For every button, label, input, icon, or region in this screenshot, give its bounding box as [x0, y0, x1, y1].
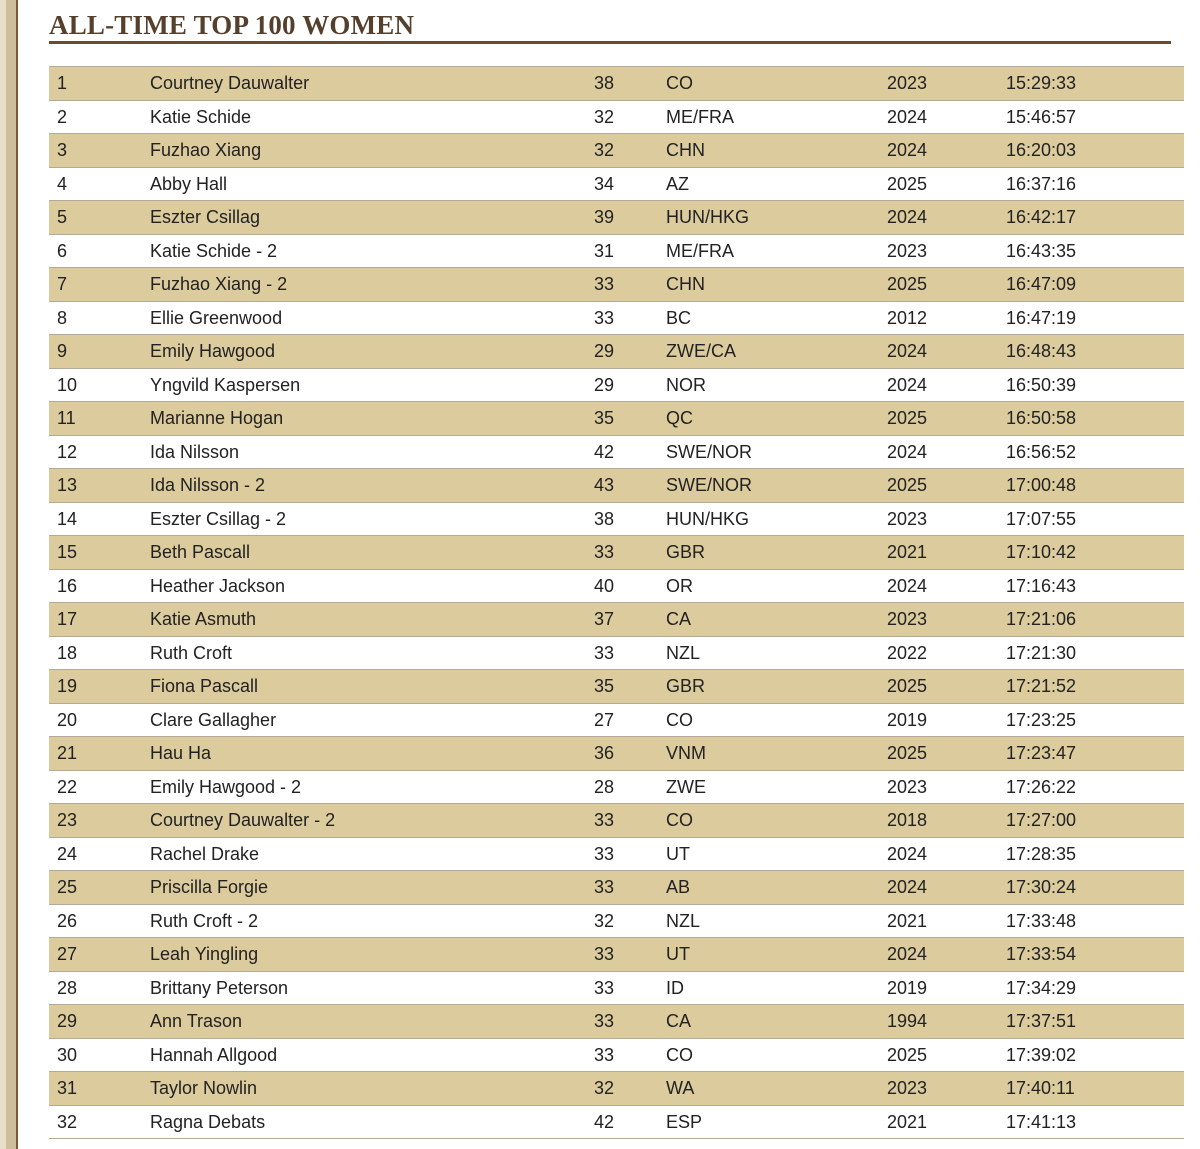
age-cell: 32 — [594, 1072, 666, 1106]
table-row — [49, 636, 1184, 670]
finish-time-cell: 17:40:11 — [1006, 1072, 1184, 1106]
location-cell: CO — [666, 67, 887, 101]
title-divider — [49, 41, 1171, 44]
runner-name-cell: Ruth Croft — [150, 636, 594, 670]
runner-name-cell: Katie Schide - 2 — [150, 234, 594, 268]
finish-time-cell: 17:00:48 — [1006, 469, 1184, 503]
location-cell: NOR — [666, 368, 887, 402]
rank-cell: 19 — [49, 670, 150, 704]
table-row — [49, 737, 1184, 771]
year-cell: 2021 — [887, 1105, 1006, 1139]
table-row — [49, 502, 1184, 536]
age-cell: 43 — [594, 469, 666, 503]
rank-cell: 30 — [49, 1038, 150, 1072]
table-row — [49, 569, 1184, 603]
finish-time-cell: 17:33:48 — [1006, 904, 1184, 938]
age-cell: 35 — [594, 670, 666, 704]
table-row — [49, 268, 1184, 302]
finish-time-cell: 17:26:22 — [1006, 770, 1184, 804]
rank-cell: 14 — [49, 502, 150, 536]
table-row — [49, 234, 1184, 268]
finish-time-cell: 17:10:42 — [1006, 536, 1184, 570]
age-cell: 35 — [594, 402, 666, 436]
age-cell: 31 — [594, 234, 666, 268]
runner-name-cell: Ann Trason — [150, 1005, 594, 1039]
rank-cell: 22 — [49, 770, 150, 804]
page-left-border — [0, 0, 18, 1149]
runner-name-cell: Heather Jackson — [150, 569, 594, 603]
finish-time-cell: 17:27:00 — [1006, 804, 1184, 838]
table-row — [49, 335, 1184, 369]
year-cell: 2025 — [887, 402, 1006, 436]
location-cell: ME/FRA — [666, 100, 887, 134]
age-cell: 39 — [594, 201, 666, 235]
year-cell: 2021 — [887, 536, 1006, 570]
runner-name-cell: Courtney Dauwalter - 2 — [150, 804, 594, 838]
finish-time-cell: 16:42:17 — [1006, 201, 1184, 235]
year-cell: 2024 — [887, 134, 1006, 168]
location-cell: UT — [666, 938, 887, 972]
runner-name-cell: Abby Hall — [150, 167, 594, 201]
table-row — [49, 100, 1184, 134]
rank-cell: 27 — [49, 938, 150, 972]
runner-name-cell: Hau Ha — [150, 737, 594, 771]
year-cell: 2024 — [887, 201, 1006, 235]
rank-cell: 15 — [49, 536, 150, 570]
rank-cell: 31 — [49, 1072, 150, 1106]
age-cell: 33 — [594, 301, 666, 335]
rank-cell: 12 — [49, 435, 150, 469]
rank-cell: 26 — [49, 904, 150, 938]
rank-cell: 3 — [49, 134, 150, 168]
year-cell: 2019 — [887, 971, 1006, 1005]
year-cell: 2024 — [887, 938, 1006, 972]
table-row — [49, 435, 1184, 469]
table-row — [49, 703, 1184, 737]
runner-name-cell: Emily Hawgood - 2 — [150, 770, 594, 804]
rank-cell: 25 — [49, 871, 150, 905]
table-row — [49, 670, 1184, 704]
finish-time-cell: 16:47:09 — [1006, 268, 1184, 302]
runner-name-cell: Ragna Debats — [150, 1105, 594, 1139]
finish-time-cell: 16:48:43 — [1006, 335, 1184, 369]
table-row — [49, 1072, 1184, 1106]
runner-name-cell: Fiona Pascall — [150, 670, 594, 704]
finish-time-cell: 15:46:57 — [1006, 100, 1184, 134]
location-cell: QC — [666, 402, 887, 436]
age-cell: 33 — [594, 938, 666, 972]
table-row — [49, 301, 1184, 335]
finish-time-cell: 17:33:54 — [1006, 938, 1184, 972]
age-cell: 42 — [594, 435, 666, 469]
location-cell: VNM — [666, 737, 887, 771]
rank-cell: 28 — [49, 971, 150, 1005]
finish-time-cell: 15:29:33 — [1006, 67, 1184, 101]
table-row — [49, 469, 1184, 503]
finish-time-cell: 17:21:30 — [1006, 636, 1184, 670]
year-cell: 2018 — [887, 804, 1006, 838]
location-cell: OR — [666, 569, 887, 603]
age-cell: 27 — [594, 703, 666, 737]
age-cell: 33 — [594, 268, 666, 302]
location-cell: CO — [666, 1038, 887, 1072]
finish-time-cell: 17:23:47 — [1006, 737, 1184, 771]
rank-cell: 5 — [49, 201, 150, 235]
results-table-body — [49, 67, 1184, 1139]
finish-time-cell: 16:37:16 — [1006, 167, 1184, 201]
location-cell: ID — [666, 971, 887, 1005]
table-row — [49, 871, 1184, 905]
finish-time-cell: 16:56:52 — [1006, 435, 1184, 469]
runner-name-cell: Ruth Croft - 2 — [150, 904, 594, 938]
year-cell: 2025 — [887, 737, 1006, 771]
finish-time-cell: 16:50:39 — [1006, 368, 1184, 402]
finish-time-cell: 17:23:25 — [1006, 703, 1184, 737]
finish-time-cell: 17:39:02 — [1006, 1038, 1184, 1072]
runner-name-cell: Rachel Drake — [150, 837, 594, 871]
finish-time-cell: 17:41:13 — [1006, 1105, 1184, 1139]
runner-name-cell: Marianne Hogan — [150, 402, 594, 436]
year-cell: 2025 — [887, 167, 1006, 201]
location-cell: NZL — [666, 904, 887, 938]
finish-time-cell: 17:30:24 — [1006, 871, 1184, 905]
runner-name-cell: Ida Nilsson - 2 — [150, 469, 594, 503]
runner-name-cell: Hannah Allgood — [150, 1038, 594, 1072]
year-cell: 2023 — [887, 770, 1006, 804]
rank-cell: 9 — [49, 335, 150, 369]
main-content — [49, 0, 1184, 1132]
runner-name-cell: Eszter Csillag — [150, 201, 594, 235]
rank-cell: 11 — [49, 402, 150, 436]
finish-time-cell: 16:50:58 — [1006, 402, 1184, 436]
age-cell: 33 — [594, 1005, 666, 1039]
age-cell: 32 — [594, 904, 666, 938]
rank-cell: 16 — [49, 569, 150, 603]
location-cell: CO — [666, 703, 887, 737]
age-cell: 28 — [594, 770, 666, 804]
runner-name-cell: Katie Schide — [150, 100, 594, 134]
finish-time-cell: 17:16:43 — [1006, 569, 1184, 603]
page-title: ALL-TIME TOP 100 WOMEN — [49, 10, 415, 40]
location-cell: AB — [666, 871, 887, 905]
age-cell: 33 — [594, 871, 666, 905]
location-cell: WA — [666, 1072, 887, 1106]
table-row — [49, 971, 1184, 1005]
runner-name-cell: Yngvild Kaspersen — [150, 368, 594, 402]
table-row — [49, 770, 1184, 804]
table-row — [49, 904, 1184, 938]
rank-cell: 29 — [49, 1005, 150, 1039]
location-cell: CA — [666, 1005, 887, 1039]
age-cell: 32 — [594, 100, 666, 134]
age-cell: 36 — [594, 737, 666, 771]
finish-time-cell: 16:47:19 — [1006, 301, 1184, 335]
finish-time-cell: 16:20:03 — [1006, 134, 1184, 168]
runner-name-cell: Courtney Dauwalter — [150, 67, 594, 101]
age-cell: 38 — [594, 502, 666, 536]
table-row — [49, 167, 1184, 201]
age-cell: 40 — [594, 569, 666, 603]
location-cell: SWE/NOR — [666, 469, 887, 503]
results-table — [49, 66, 1184, 1139]
location-cell: SWE/NOR — [666, 435, 887, 469]
location-cell: ZWE — [666, 770, 887, 804]
rank-cell: 8 — [49, 301, 150, 335]
rank-cell: 6 — [49, 234, 150, 268]
age-cell: 32 — [594, 134, 666, 168]
rank-cell: 4 — [49, 167, 150, 201]
location-cell: UT — [666, 837, 887, 871]
table-row — [49, 536, 1184, 570]
age-cell: 33 — [594, 804, 666, 838]
runner-name-cell: Taylor Nowlin — [150, 1072, 594, 1106]
runner-name-cell: Ellie Greenwood — [150, 301, 594, 335]
age-cell: 33 — [594, 971, 666, 1005]
rank-cell: 17 — [49, 603, 150, 637]
runner-name-cell: Leah Yingling — [150, 938, 594, 972]
year-cell: 2023 — [887, 502, 1006, 536]
year-cell: 2024 — [887, 837, 1006, 871]
location-cell: NZL — [666, 636, 887, 670]
year-cell: 2019 — [887, 703, 1006, 737]
runner-name-cell: Fuzhao Xiang — [150, 134, 594, 168]
runner-name-cell: Eszter Csillag - 2 — [150, 502, 594, 536]
location-cell: GBR — [666, 670, 887, 704]
year-cell: 2023 — [887, 603, 1006, 637]
age-cell: 34 — [594, 167, 666, 201]
year-cell: 2025 — [887, 469, 1006, 503]
table-row — [49, 603, 1184, 637]
age-cell: 38 — [594, 67, 666, 101]
age-cell: 42 — [594, 1105, 666, 1139]
year-cell: 2023 — [887, 67, 1006, 101]
location-cell: CHN — [666, 268, 887, 302]
year-cell: 2024 — [887, 435, 1006, 469]
location-cell: CO — [666, 804, 887, 838]
rank-cell: 32 — [49, 1105, 150, 1139]
age-cell: 33 — [594, 536, 666, 570]
runner-name-cell: Brittany Peterson — [150, 971, 594, 1005]
rank-cell: 1 — [49, 67, 150, 101]
year-cell: 2024 — [887, 569, 1006, 603]
rank-cell: 2 — [49, 100, 150, 134]
location-cell: HUN/HKG — [666, 201, 887, 235]
year-cell: 2022 — [887, 636, 1006, 670]
finish-time-cell: 17:34:29 — [1006, 971, 1184, 1005]
finish-time-cell: 16:43:35 — [1006, 234, 1184, 268]
age-cell: 37 — [594, 603, 666, 637]
rank-cell: 18 — [49, 636, 150, 670]
table-row — [49, 368, 1184, 402]
year-cell: 2024 — [887, 871, 1006, 905]
location-cell: CA — [666, 603, 887, 637]
age-cell: 33 — [594, 1038, 666, 1072]
finish-time-cell: 17:21:06 — [1006, 603, 1184, 637]
year-cell: 1994 — [887, 1005, 1006, 1039]
location-cell: BC — [666, 301, 887, 335]
finish-time-cell: 17:37:51 — [1006, 1005, 1184, 1039]
table-row — [49, 938, 1184, 972]
year-cell: 2025 — [887, 268, 1006, 302]
location-cell: ME/FRA — [666, 234, 887, 268]
location-cell: CHN — [666, 134, 887, 168]
year-cell: 2025 — [887, 670, 1006, 704]
runner-name-cell: Beth Pascall — [150, 536, 594, 570]
runner-name-cell: Katie Asmuth — [150, 603, 594, 637]
year-cell: 2021 — [887, 904, 1006, 938]
rank-cell: 7 — [49, 268, 150, 302]
runner-name-cell: Clare Gallagher — [150, 703, 594, 737]
runner-name-cell: Ida Nilsson — [150, 435, 594, 469]
location-cell: GBR — [666, 536, 887, 570]
table-row — [49, 1005, 1184, 1039]
rank-cell: 21 — [49, 737, 150, 771]
table-row — [49, 1038, 1184, 1072]
age-cell: 29 — [594, 368, 666, 402]
year-cell: 2023 — [887, 1072, 1006, 1106]
location-cell: ZWE/CA — [666, 335, 887, 369]
year-cell: 2023 — [887, 234, 1006, 268]
year-cell: 2024 — [887, 100, 1006, 134]
finish-time-cell: 17:28:35 — [1006, 837, 1184, 871]
table-row — [49, 201, 1184, 235]
location-cell: AZ — [666, 167, 887, 201]
age-cell: 33 — [594, 636, 666, 670]
rank-cell: 10 — [49, 368, 150, 402]
rank-cell: 23 — [49, 804, 150, 838]
table-row — [49, 67, 1184, 101]
runner-name-cell: Emily Hawgood — [150, 335, 594, 369]
finish-time-cell: 17:21:52 — [1006, 670, 1184, 704]
year-cell: 2024 — [887, 368, 1006, 402]
table-row — [49, 402, 1184, 436]
table-row — [49, 804, 1184, 838]
rank-cell: 20 — [49, 703, 150, 737]
rank-cell: 13 — [49, 469, 150, 503]
age-cell: 33 — [594, 837, 666, 871]
table-row — [49, 134, 1184, 168]
finish-time-cell: 17:07:55 — [1006, 502, 1184, 536]
rank-cell: 24 — [49, 837, 150, 871]
table-row — [49, 837, 1184, 871]
year-cell: 2012 — [887, 301, 1006, 335]
location-cell: ESP — [666, 1105, 887, 1139]
year-cell: 2024 — [887, 335, 1006, 369]
age-cell: 29 — [594, 335, 666, 369]
runner-name-cell: Priscilla Forgie — [150, 871, 594, 905]
location-cell: HUN/HKG — [666, 502, 887, 536]
year-cell: 2025 — [887, 1038, 1006, 1072]
runner-name-cell: Fuzhao Xiang - 2 — [150, 268, 594, 302]
table-row — [49, 1105, 1184, 1139]
